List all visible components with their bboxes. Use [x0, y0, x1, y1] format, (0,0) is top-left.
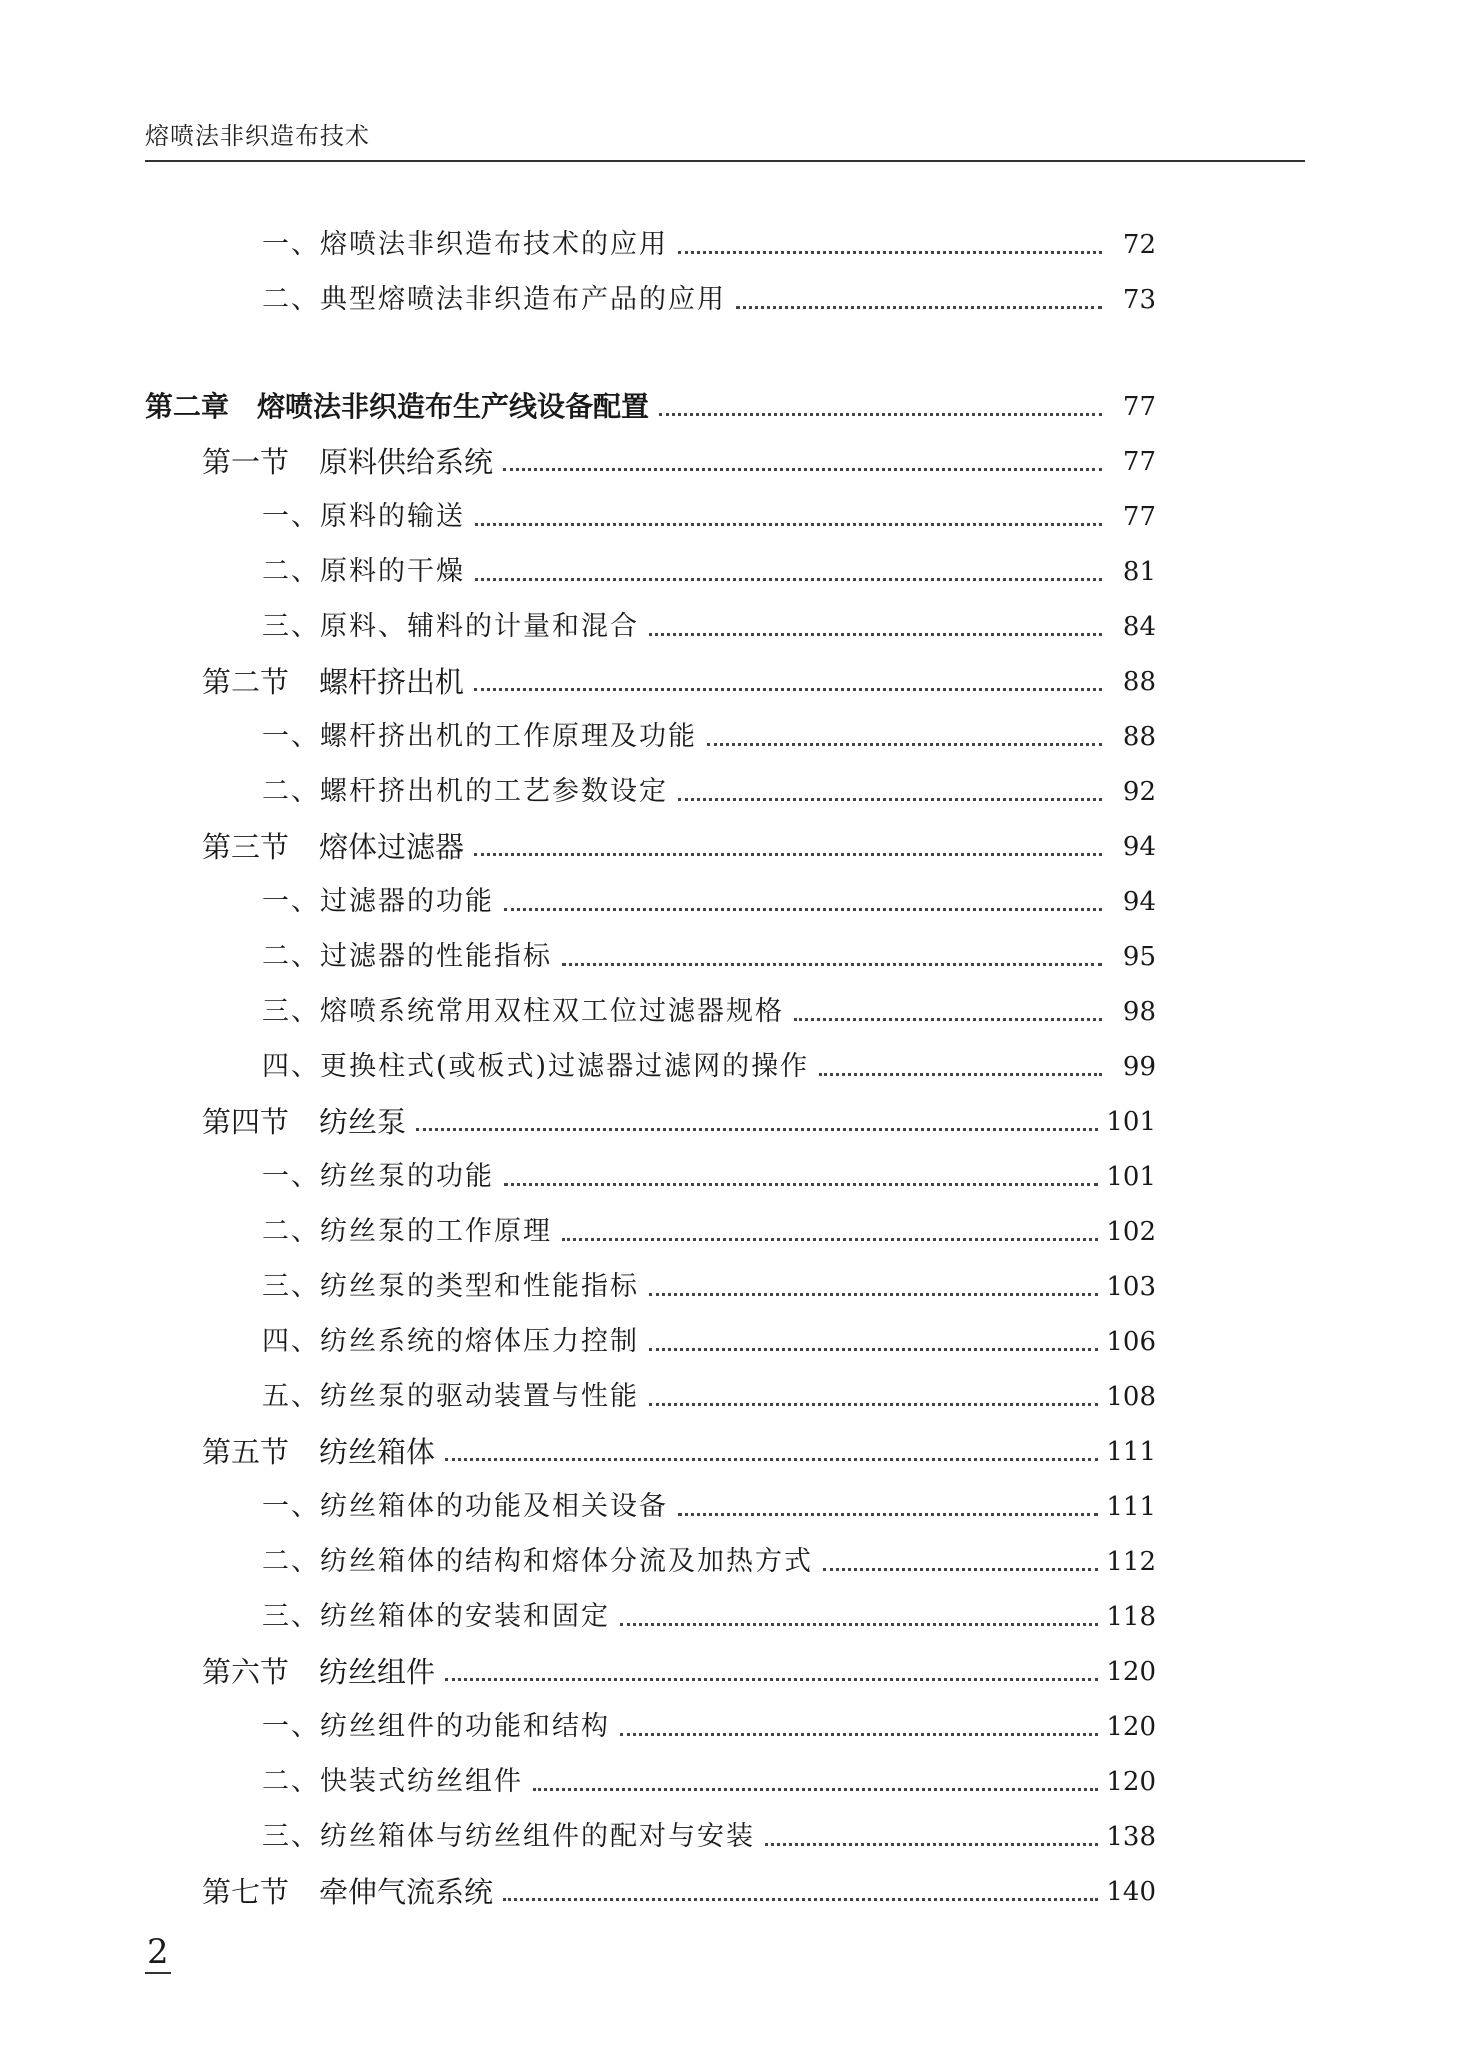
- toc-entry: [262, 548, 1156, 588]
- toc-entry-page: 92: [1122, 777, 1156, 807]
- book-title: 熔喷法非织造布技术: [145, 122, 370, 150]
- toc-entry-label: 二、原料的干燥: [262, 556, 465, 587]
- toc-entry-label: 三、熔喷系统常用双柱双工位过滤器规格: [262, 996, 784, 1027]
- dot-leader: [823, 1568, 1098, 1571]
- toc-entry: [262, 1813, 1156, 1853]
- section-heading: [202, 446, 493, 478]
- dot-leader: [620, 1623, 1098, 1626]
- toc-entry: [262, 768, 1156, 808]
- section-heading: [202, 1656, 435, 1688]
- toc-entry: [262, 493, 1156, 533]
- dot-leader: [504, 1183, 1098, 1186]
- toc-entry: [262, 1153, 1156, 1193]
- section-heading: [202, 1876, 493, 1908]
- section-number: 第一节: [202, 445, 290, 479]
- dot-leader: [445, 1678, 1098, 1681]
- dot-leader: [736, 306, 1102, 309]
- toc-entry: [262, 1043, 1156, 1083]
- toc-entry-page: 84: [1122, 612, 1156, 642]
- toc-entry-page: 99: [1122, 1052, 1156, 1082]
- toc-entry-page: 101: [1106, 1162, 1156, 1192]
- toc-section-entry: [202, 438, 1156, 478]
- toc-entry: [262, 1593, 1156, 1633]
- toc-entry-label: 二、典型熔喷法非织造布产品的应用: [262, 284, 726, 315]
- toc-section-entry: [202, 658, 1156, 698]
- section-number: 第五节: [202, 1435, 290, 1469]
- dot-leader: [649, 633, 1102, 636]
- dot-leader: [475, 523, 1102, 526]
- toc-entry: [262, 878, 1156, 918]
- dot-leader: [474, 688, 1102, 691]
- section-heading: [202, 666, 464, 698]
- section-number: 第七节: [202, 1875, 290, 1909]
- toc-entry-label: 一、纺丝组件的功能和结构: [262, 1711, 610, 1742]
- toc-section-entry: [202, 1868, 1156, 1908]
- toc-entry: [262, 276, 1156, 316]
- toc-entry-label: 二、纺丝箱体的结构和熔体分流及加热方式: [262, 1546, 813, 1577]
- dot-leader: [765, 1843, 1098, 1846]
- toc-entry-page: 106: [1106, 1327, 1156, 1357]
- section-title: 牵伸气流系统: [319, 1875, 494, 1909]
- toc-entry-page: 77: [1122, 502, 1156, 532]
- section-number: 第六节: [202, 1655, 290, 1689]
- section-number: 第二节: [202, 665, 290, 699]
- section-title: 纺丝泵: [319, 1105, 407, 1139]
- toc-entry-label: 二、快装式纺丝组件: [262, 1766, 523, 1797]
- dot-leader: [562, 963, 1102, 966]
- dot-leader: [445, 1458, 1098, 1461]
- toc-entry-page: 94: [1122, 887, 1156, 917]
- toc-entry-page: 98: [1122, 997, 1156, 1027]
- section-heading: [202, 831, 464, 863]
- dot-leader: [503, 468, 1102, 471]
- dot-leader: [819, 1073, 1102, 1076]
- section-title: 原料供给系统: [319, 445, 494, 479]
- toc-entry: [262, 1538, 1156, 1578]
- chapter-title: 熔喷法非织造布生产线设备配置: [257, 390, 650, 423]
- toc-entry: [262, 603, 1156, 643]
- toc-entry: [262, 1483, 1156, 1523]
- toc-entry: [262, 1318, 1156, 1358]
- toc-entry-label: 二、螺杆挤出机的工艺参数设定: [262, 776, 668, 807]
- dot-leader: [620, 1733, 1098, 1736]
- chapter-number: 第二章: [145, 390, 230, 423]
- dot-leader: [649, 1293, 1098, 1296]
- toc-entry-label: 一、纺丝箱体的功能及相关设备: [262, 1491, 668, 1522]
- toc-entry-page: 77: [1122, 447, 1156, 477]
- toc-entry-page: 140: [1106, 1877, 1156, 1907]
- dot-leader: [503, 1898, 1098, 1901]
- toc-entry-page: 73: [1122, 285, 1156, 315]
- section-title: 纺丝组件: [319, 1655, 436, 1689]
- dot-leader: [678, 1513, 1098, 1516]
- toc-entry-label: 三、纺丝箱体与纺丝组件的配对与安装: [262, 1821, 755, 1852]
- toc-entry-page: 111: [1106, 1492, 1156, 1522]
- toc-entry-page: 120: [1106, 1767, 1156, 1797]
- dot-leader: [504, 908, 1102, 911]
- dot-leader: [533, 1788, 1098, 1791]
- toc-entry: [262, 1208, 1156, 1248]
- chapter-heading: [145, 391, 649, 423]
- toc-entry-label: 三、纺丝箱体的安装和固定: [262, 1601, 610, 1632]
- toc-entry-label: 三、纺丝泵的类型和性能指标: [262, 1271, 639, 1302]
- dot-leader: [678, 798, 1102, 801]
- toc-entry: [262, 1373, 1156, 1413]
- page-number: 2: [147, 1932, 169, 1972]
- toc-entry-page: 102: [1106, 1217, 1156, 1247]
- toc-entry: [262, 1758, 1156, 1798]
- toc-entry-page: 88: [1122, 667, 1156, 697]
- toc-entry-label: 一、原料的输送: [262, 501, 465, 532]
- dot-leader: [678, 251, 1102, 254]
- toc-entry: [262, 933, 1156, 973]
- running-header: [145, 122, 1305, 162]
- toc-section-entry: [202, 1428, 1156, 1468]
- toc-entry-label: 五、纺丝泵的驱动装置与性能: [262, 1381, 639, 1412]
- section-title: 熔体过滤器: [319, 830, 465, 864]
- dot-leader: [416, 1128, 1098, 1131]
- toc-entry-label: 一、熔喷法非织造布技术的应用: [262, 229, 668, 260]
- toc-entry-page: 95: [1122, 942, 1156, 972]
- toc-entry-label: 四、更换柱式(或板式)过滤器过滤网的操作: [262, 1051, 810, 1082]
- section-title: 纺丝箱体: [319, 1435, 436, 1469]
- toc-section-entry: [202, 823, 1156, 863]
- toc-entry-page: 81: [1122, 557, 1156, 587]
- section-number: 第四节: [202, 1105, 290, 1139]
- toc-entry: [262, 221, 1156, 261]
- toc-entry-page: 72: [1122, 230, 1156, 260]
- toc-chapter-entry: [145, 383, 1156, 423]
- toc-entry-page: 120: [1106, 1712, 1156, 1742]
- toc-entry-label: 三、原料、辅料的计量和混合: [262, 611, 639, 642]
- toc-entry-label: 二、纺丝泵的工作原理: [262, 1216, 552, 1247]
- toc-entry-page: 118: [1106, 1602, 1156, 1632]
- dot-leader: [474, 853, 1102, 856]
- dot-leader: [475, 578, 1102, 581]
- dot-leader: [707, 743, 1102, 746]
- section-number: 第三节: [202, 830, 290, 864]
- toc-entry-label: 一、螺杆挤出机的工作原理及功能: [262, 721, 697, 752]
- toc-entry-page: 88: [1122, 722, 1156, 752]
- dot-leader: [649, 1403, 1098, 1406]
- toc-section-entry: [202, 1098, 1156, 1138]
- dot-leader: [659, 413, 1102, 416]
- section-title: 螺杆挤出机: [319, 665, 465, 699]
- section-heading: [202, 1436, 435, 1468]
- toc-entry-page: 112: [1106, 1547, 1156, 1577]
- toc-entry-page: 103: [1106, 1272, 1156, 1302]
- toc-entry-page: 108: [1106, 1382, 1156, 1412]
- toc-section-entry: [202, 1648, 1156, 1688]
- toc-entry-label: 二、过滤器的性能指标: [262, 941, 552, 972]
- toc-entry-page: 101: [1106, 1107, 1156, 1137]
- toc-entry-label: 四、纺丝系统的熔体压力控制: [262, 1326, 639, 1357]
- toc-entry: [262, 1703, 1156, 1743]
- toc-entry: [262, 988, 1156, 1028]
- toc-entry-page: 120: [1106, 1657, 1156, 1687]
- toc-entry-label: 一、纺丝泵的功能: [262, 1161, 494, 1192]
- toc-entry: [262, 1263, 1156, 1303]
- toc-entry: [262, 713, 1156, 753]
- dot-leader: [649, 1348, 1098, 1351]
- toc-entry-page: 77: [1122, 392, 1156, 422]
- toc-entry-label: 一、过滤器的功能: [262, 886, 494, 917]
- dot-leader: [794, 1018, 1102, 1021]
- toc-entry-page: 138: [1106, 1822, 1156, 1852]
- section-heading: [202, 1106, 406, 1138]
- toc-entry-page: 111: [1106, 1437, 1156, 1467]
- toc-entry-page: 94: [1122, 832, 1156, 862]
- dot-leader: [562, 1238, 1098, 1241]
